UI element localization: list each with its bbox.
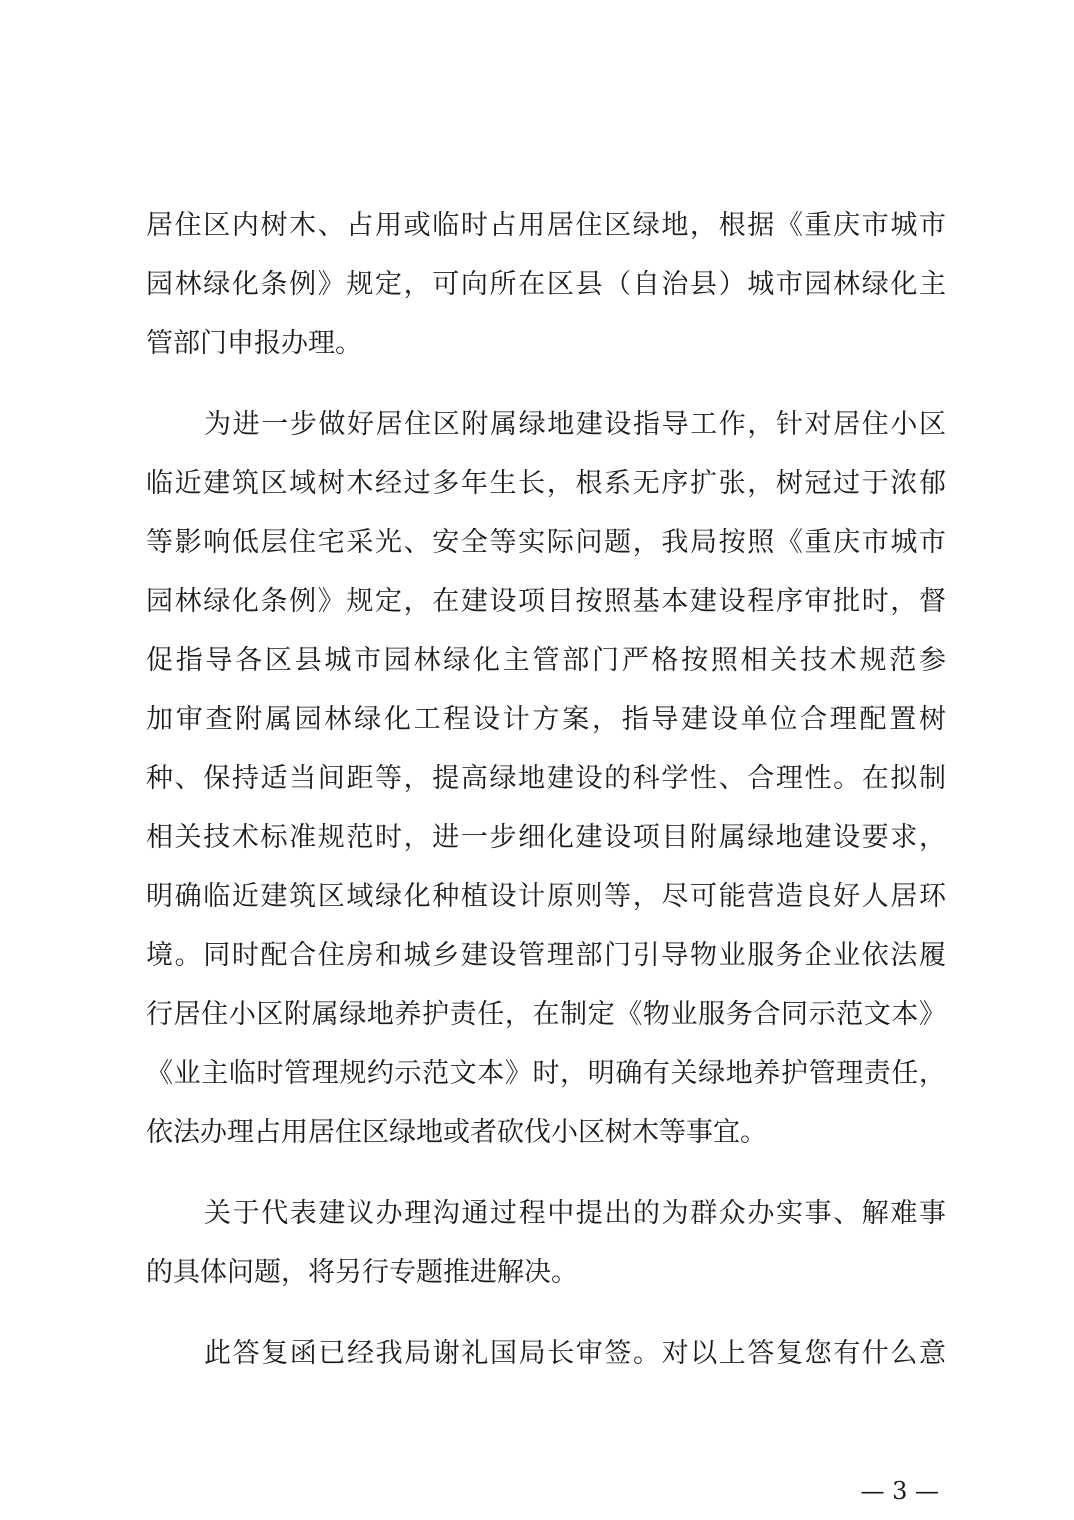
paragraph-2-line-6: 加审查附属园林绿化工程设计方案，指导建设单位合理配置树 bbox=[146, 704, 946, 735]
paragraph-2-line-11: 行居住小区附属绿地养护责任，在制定《物业服务合同示范文本》 bbox=[146, 999, 946, 1030]
paragraph-2-line-12: 《业主临时管理规约示范文本》时，明确有关绿地养护管理责任， bbox=[146, 1058, 946, 1089]
paragraph-2-line-3: 等影响低层住宅采光、安全等实际问题，我局按照《重庆市城市 bbox=[146, 527, 946, 558]
paragraph-2-line-2: 临近建筑区域树木经过多年生长，根系无序扩张，树冠过于浓郁 bbox=[146, 468, 946, 499]
paragraph-2-line-4: 园林绿化条例》规定，在建设项目按照基本建设程序审批时，督 bbox=[146, 586, 946, 617]
body-text bbox=[146, 196, 946, 1383]
paragraph-2-line-13: 依法办理占用居住区绿地或者砍伐小区树木等事宜。 bbox=[146, 1117, 767, 1148]
page-number: — 3 — bbox=[860, 1477, 939, 1505]
paragraph-3-line-2: 的具体问题，将另行专题推进解决。 bbox=[146, 1257, 578, 1288]
paragraph-2-line-8: 相关技术标准规范时，进一步细化建设项目附属绿地建设要求， bbox=[146, 822, 946, 853]
paragraph-3-line-1: 关于代表建议办理沟通过程中提出的为群众办实事、解难事 bbox=[204, 1198, 946, 1229]
paragraph-2-line-10: 境。同时配合住房和城乡建设管理部门引导物业服务企业依法履 bbox=[146, 940, 946, 971]
paragraph-1-line-3: 管部门申报办理。 bbox=[146, 328, 362, 359]
paragraph-1-line-1: 居住区内树木、占用或临时占用居住区绿地，根据《重庆市城市 bbox=[146, 210, 946, 241]
paragraph-1-line-2: 园林绿化条例》规定，可向所在区县（自治县）城市园林绿化主 bbox=[146, 269, 946, 300]
paragraph-2-line-7: 种、保持适当间距等，提高绿地建设的科学性、合理性。在拟制 bbox=[146, 763, 946, 794]
paragraph-4-line-1: 此答复函已经我局谢礼国局长审签。对以上答复您有什么意 bbox=[204, 1338, 946, 1369]
paragraph-2-line-9: 明确临近建筑区域绿化种植设计原则等，尽可能营造良好人居环 bbox=[146, 881, 946, 912]
paragraph-2-line-5: 促指导各区县城市园林绿化主管部门严格按照相关技术规范参 bbox=[146, 645, 946, 676]
paragraph-2-line-1: 为进一步做好居住区附属绿地建设指导工作，针对居住小区 bbox=[204, 409, 946, 440]
